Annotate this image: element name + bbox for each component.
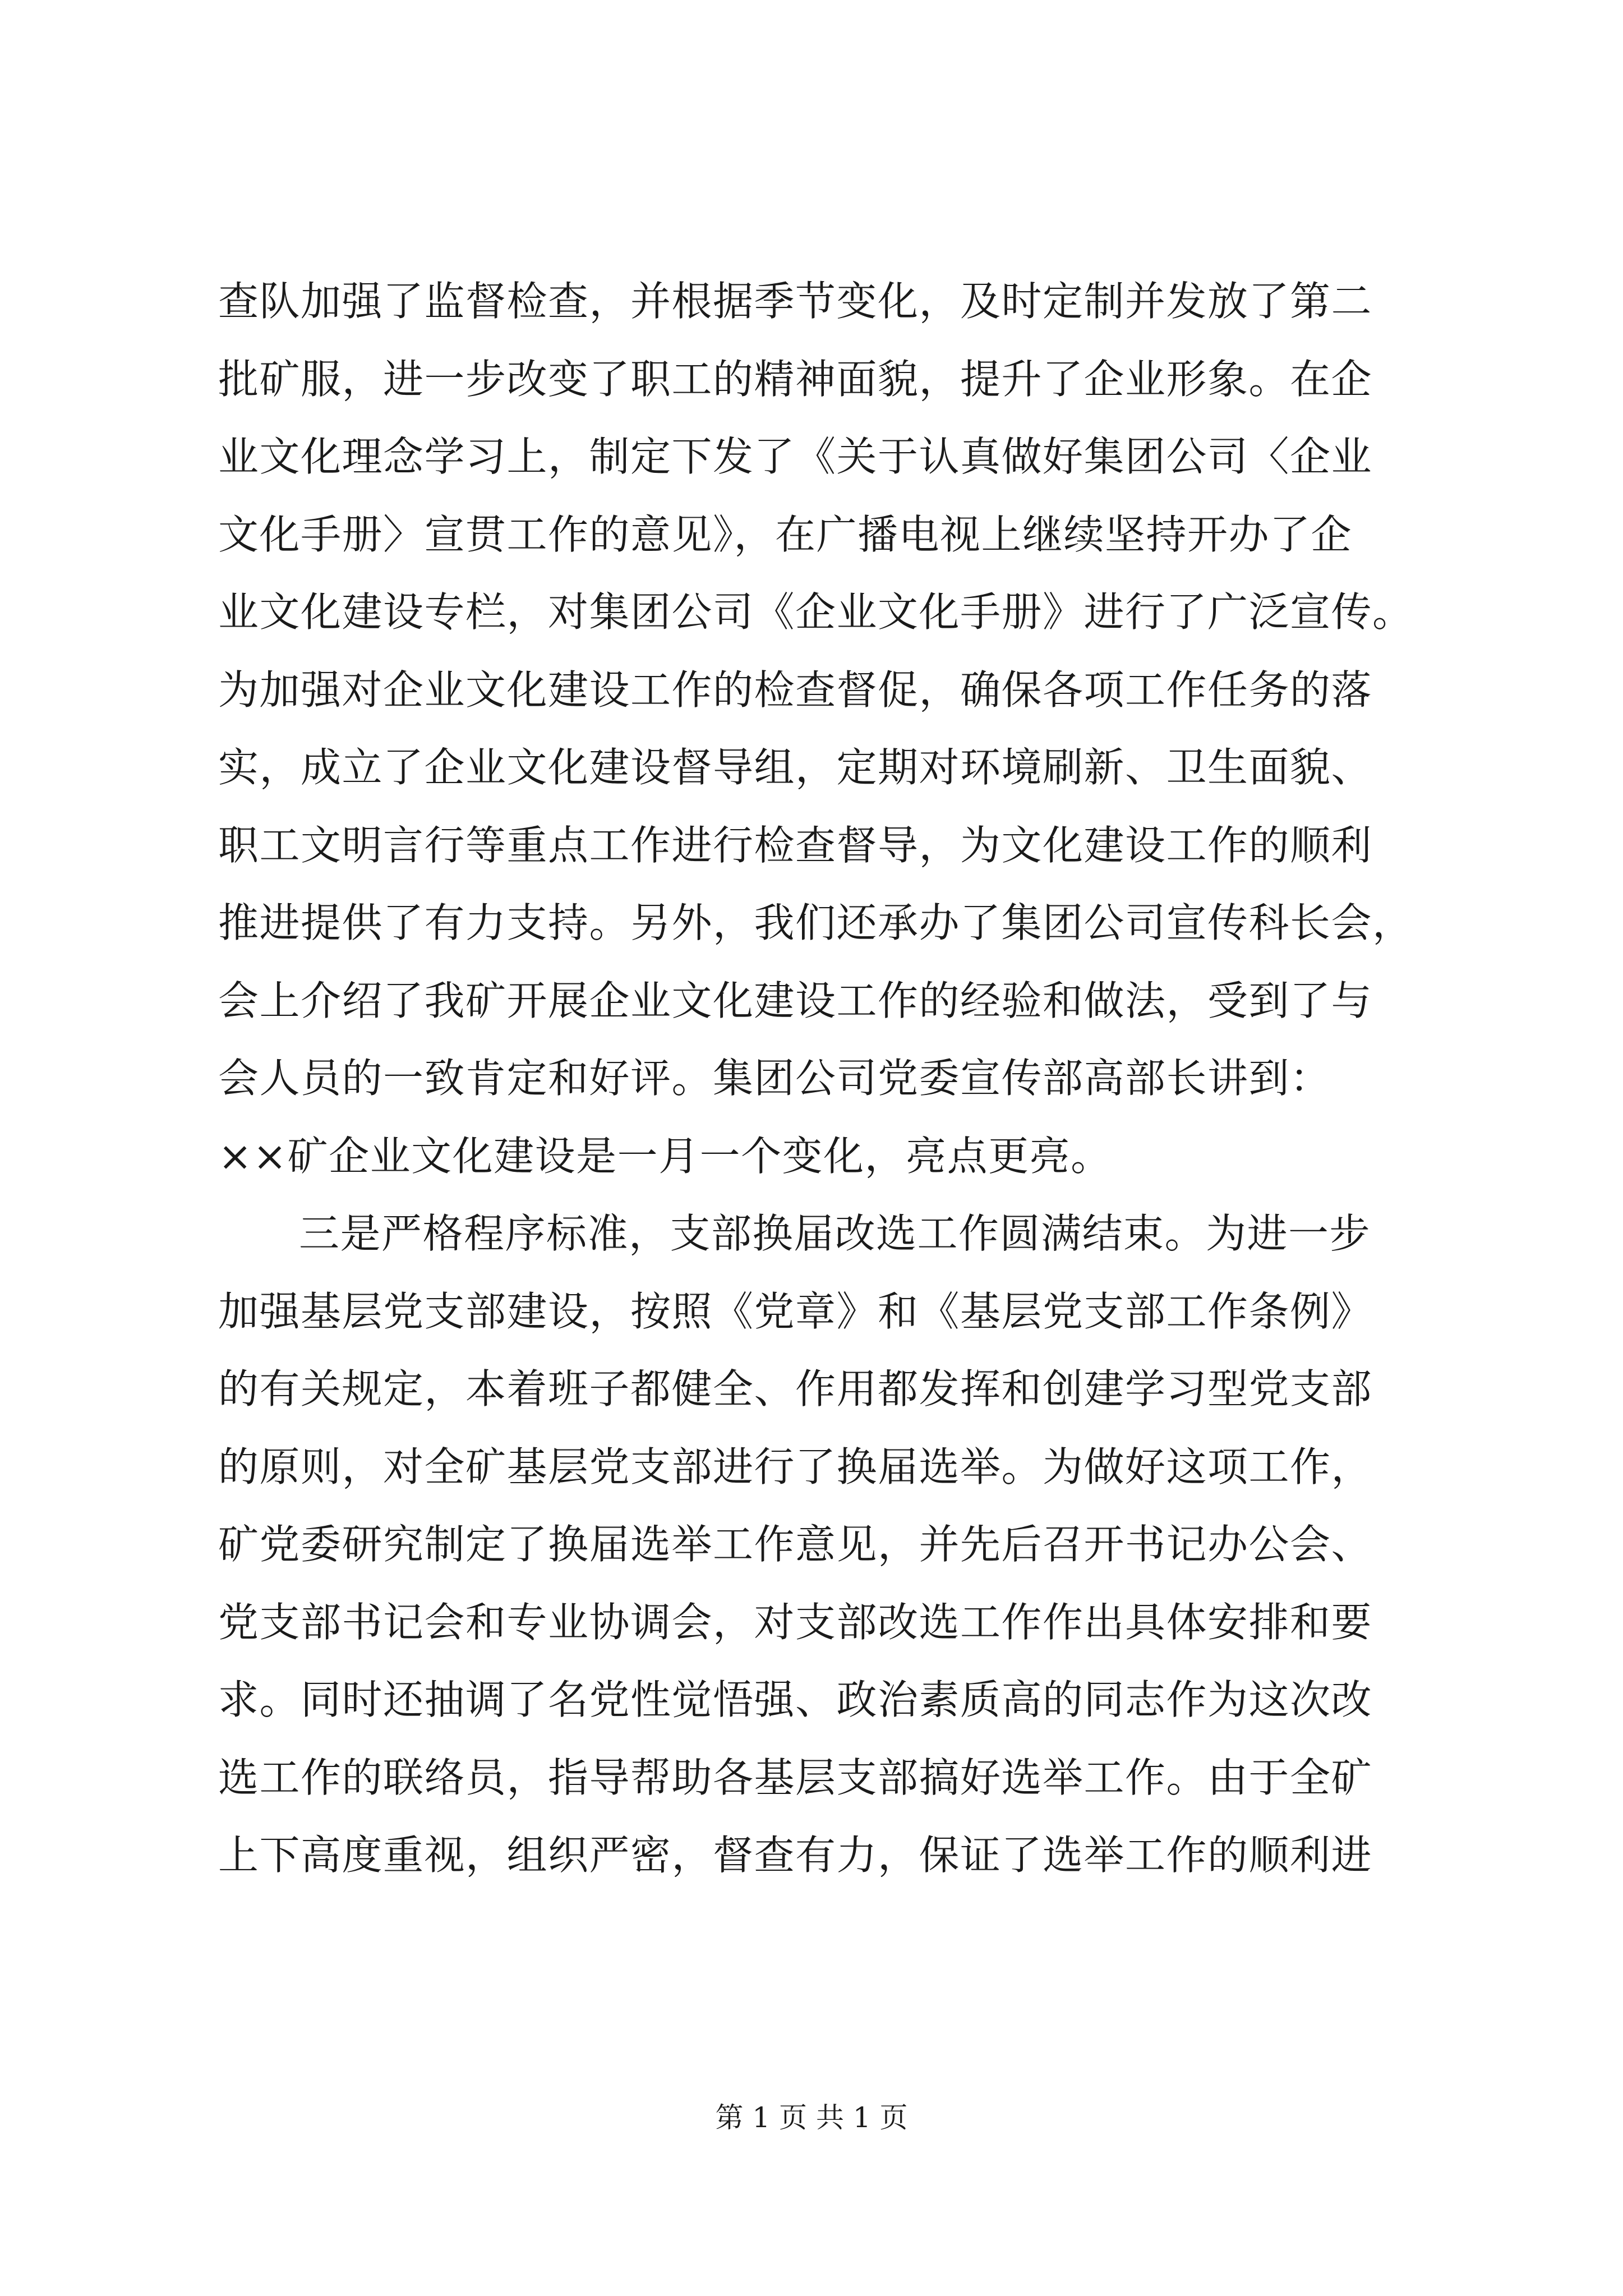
text-line: 选工作的联络员，指导帮助各基层支部搞好选举工作。由于全矿 <box>218 1754 1373 1801</box>
paragraph-start-line: 三是严格程序标准，支部换届改选工作圆满结束。为进一步 <box>299 1210 1371 1257</box>
text-line: 上下高度重视，组织严密，督查有力，保证了选举工作的顺利进 <box>218 1832 1373 1879</box>
text-line: ××矿企业文化建设是一月一个变化，亮点更亮。 <box>218 1132 1112 1180</box>
page-number-footer: 第 1 页 共 1 页 <box>715 2101 908 2134</box>
text-line: 矿党委研究制定了换届选举工作意见，并先后召开书记办公会、 <box>218 1521 1373 1568</box>
text-line: 求。同时还抽调了名党性觉悟强、政治素质高的同志作为这次改 <box>218 1676 1373 1723</box>
text-line: 业文化理念学习上，制定下发了《关于认真做好集团公司〈企业 <box>218 433 1373 480</box>
text-line: 的原则，对全矿基层党支部进行了换届选举。为做好这项工作， <box>218 1443 1373 1490</box>
text-line: 批矿服，进一步改变了职工的精神面貌，提升了企业形象。在企 <box>218 355 1373 403</box>
text-line: 实，成立了企业文化建设督导组，定期对环境刷新、卫生面貌、 <box>218 744 1373 791</box>
text-line: 会人员的一致肯定和好评。集团公司党委宣传部高部长讲到： <box>218 1055 1331 1102</box>
text-line: 推进提供了有力支持。另外，我们还承办了集团公司宣传科长会， <box>218 899 1414 946</box>
body-text <box>218 263 1424 1894</box>
text-line: 会上介绍了我矿开展企业文化建设工作的经验和做法，受到了与 <box>218 977 1373 1024</box>
text-line: 加强基层党支部建设，按照《党章》和《基层党支部工作条例》 <box>218 1287 1373 1335</box>
text-line: 查队加强了监督检查，并根据季节变化，及时定制并发放了第二 <box>218 278 1373 325</box>
text-line: 党支部书记会和专业协调会，对支部改选工作作出具体安排和要 <box>218 1598 1373 1646</box>
text-line: 业文化建设专栏，对集团公司《企业文化手册》进行了广泛宣传。 <box>218 588 1414 636</box>
text-line: 文化手册〉宣贯工作的意见》，在广播电视上继续坚持开办了企 <box>218 510 1353 558</box>
text-line: 为加强对企业文化建设工作的检查督促，确保各项工作任务的落 <box>218 666 1373 714</box>
text-line: 职工文明言行等重点工作进行检查督导，为文化建设工作的顺利 <box>218 821 1373 869</box>
text-line: 的有关规定，本着班子都健全、作用都发挥和创建学习型党支部 <box>218 1365 1373 1412</box>
